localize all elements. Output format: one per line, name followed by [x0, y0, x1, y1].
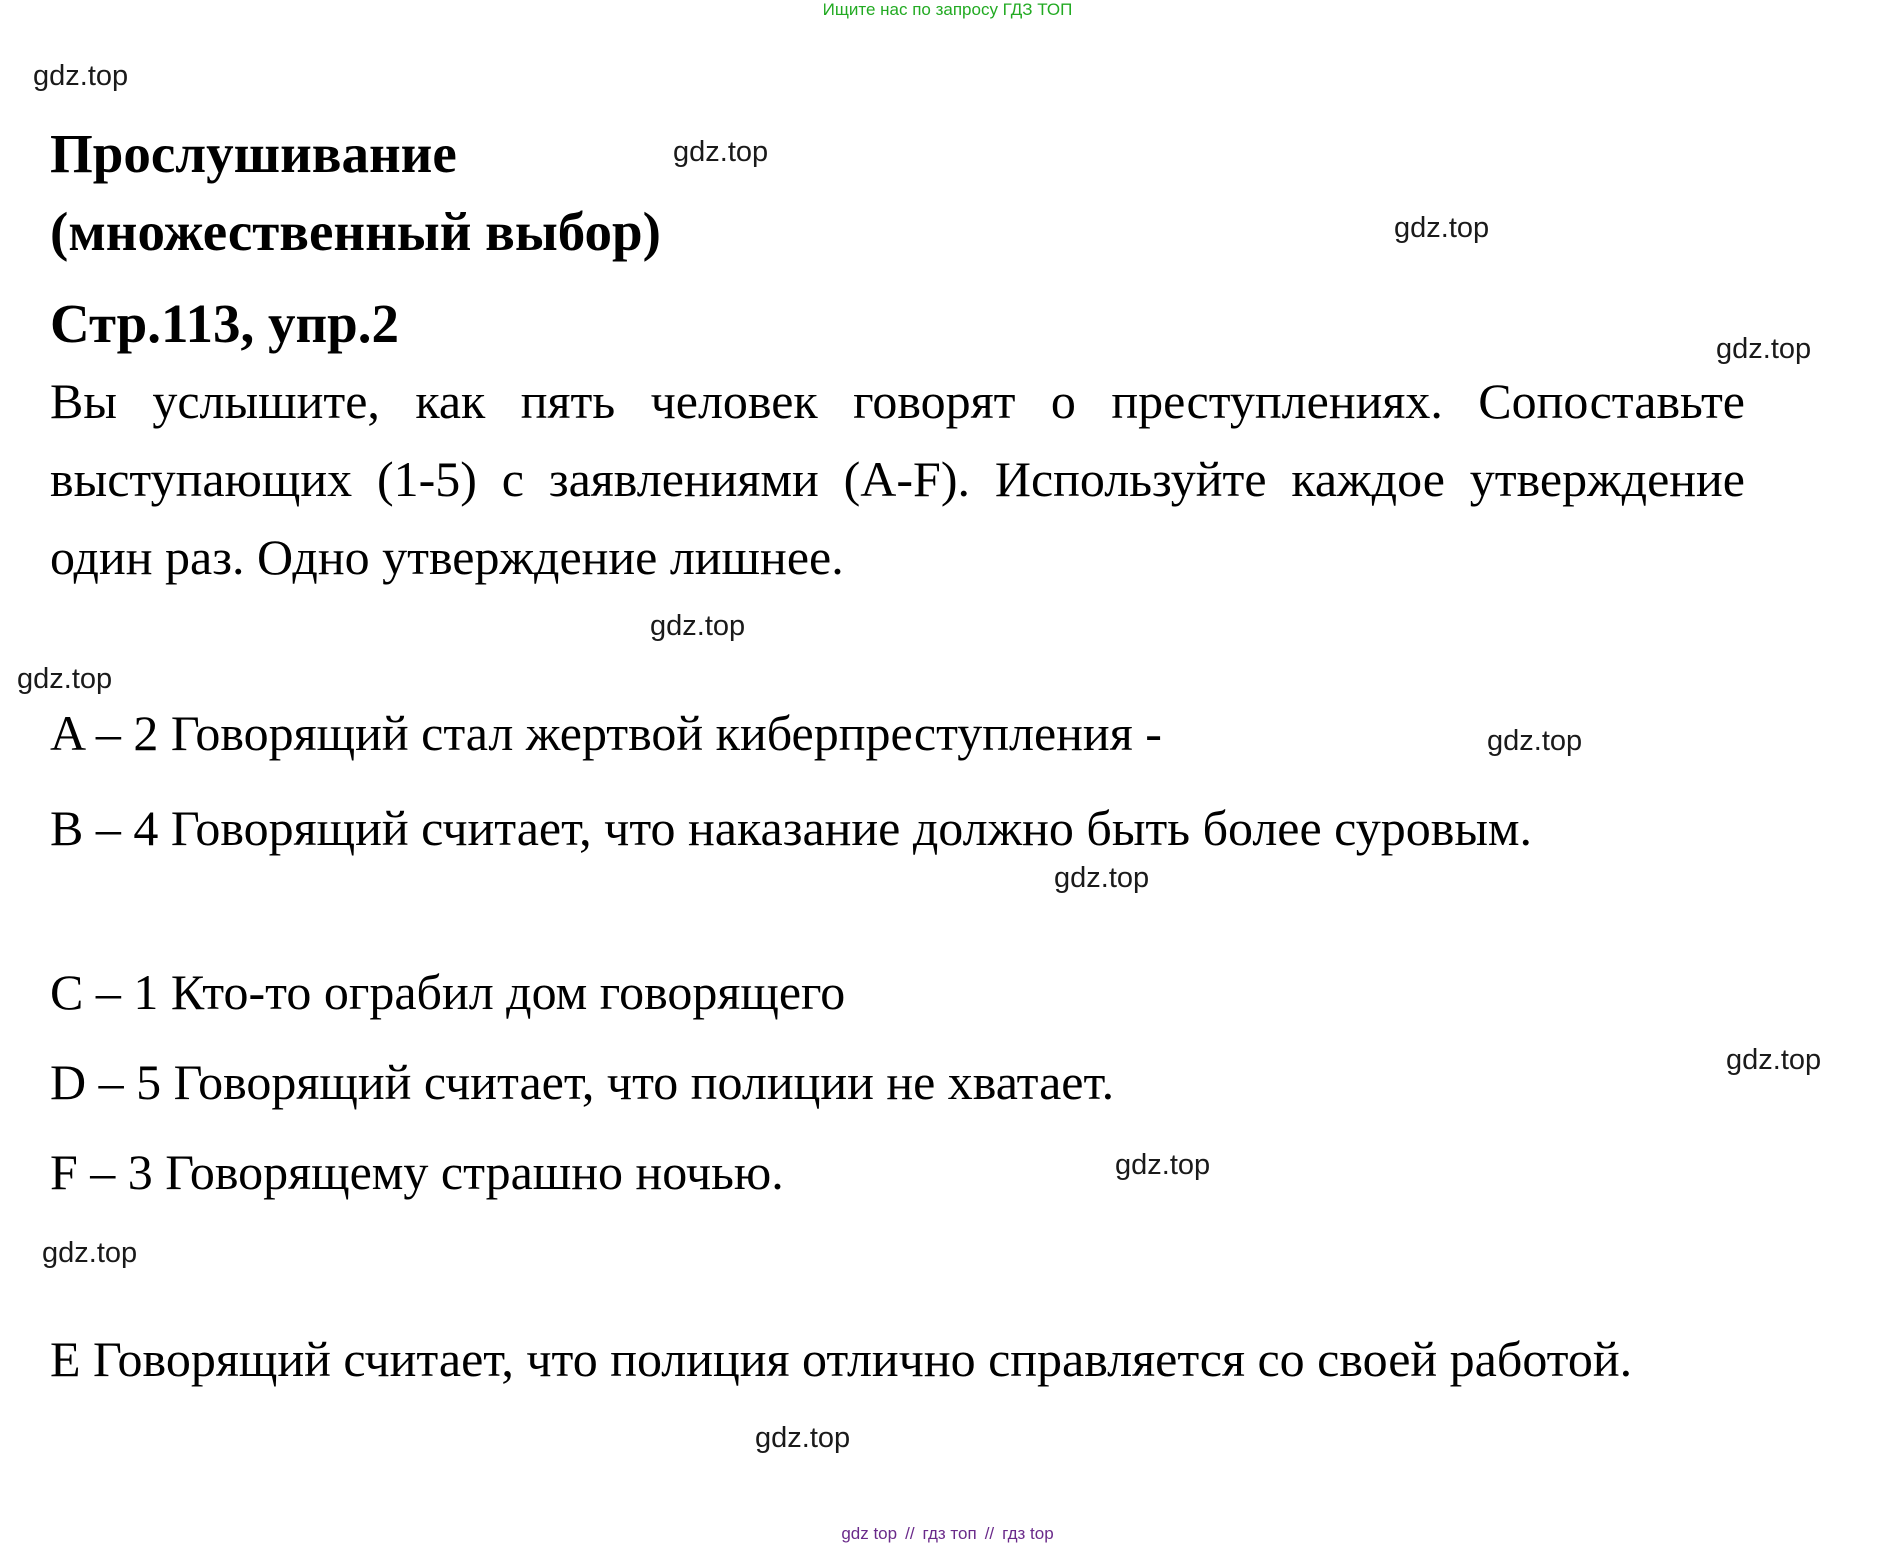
answer-d: D – 5 Говорящий считает, что полиции не хватает.: [50, 1054, 1115, 1110]
watermark: gdz.top: [755, 1422, 851, 1454]
answer-f: F – 3 Говорящему страшно ночью.: [50, 1144, 784, 1200]
separator: //: [905, 1524, 915, 1543]
answer-a: A – 2 Говорящий стал жертвой киберпреступления -: [50, 705, 1162, 761]
instructions-paragraph: Вы услышите, как пять человек говорят о преступлениях. Сопоставьте выступающих (1-5) с заявлениями (A-F). Используйте каждое утверждение один раз. Одно утверждение лишнее.: [50, 373, 1745, 585]
title-line-2: (множественный выбор): [50, 201, 661, 262]
watermark: gdz.top: [1394, 212, 1490, 244]
answer-e-extra: E Говорящий считает, что полиция отлично справляется со своей работой.: [50, 1331, 1633, 1387]
footer-link[interactable]: гдз топ: [922, 1524, 977, 1543]
answer-b: B – 4 Говорящий считает, что наказание должно быть более суровым.: [50, 800, 1533, 856]
footer-links: [0, 1524, 1895, 1544]
watermark: gdz.top: [650, 610, 746, 642]
title-line-1: Прослушивание: [50, 123, 457, 184]
search-hint: Ищите нас по запросу ГДЗ ТОП: [822, 0, 1073, 19]
watermark: gdz.top: [1054, 862, 1150, 894]
watermark: gdz.top: [42, 1237, 138, 1269]
footer-link[interactable]: gdz top: [841, 1524, 898, 1543]
watermark: gdz.top: [1726, 1044, 1822, 1076]
watermark: gdz.top: [1115, 1149, 1211, 1181]
separator: //: [984, 1524, 995, 1543]
watermark: gdz.top: [1716, 333, 1812, 365]
page-reference: Стр.113, упр.2: [50, 293, 400, 354]
watermark: gdz.top: [17, 663, 113, 695]
watermark: gdz.top: [33, 60, 129, 92]
footer-link[interactable]: гдз top: [1002, 1524, 1054, 1543]
answer-c: C – 1 Кто-то ограбил дом говорящего: [50, 964, 846, 1020]
watermark: gdz.top: [673, 136, 769, 168]
watermark: gdz.top: [1487, 725, 1583, 757]
